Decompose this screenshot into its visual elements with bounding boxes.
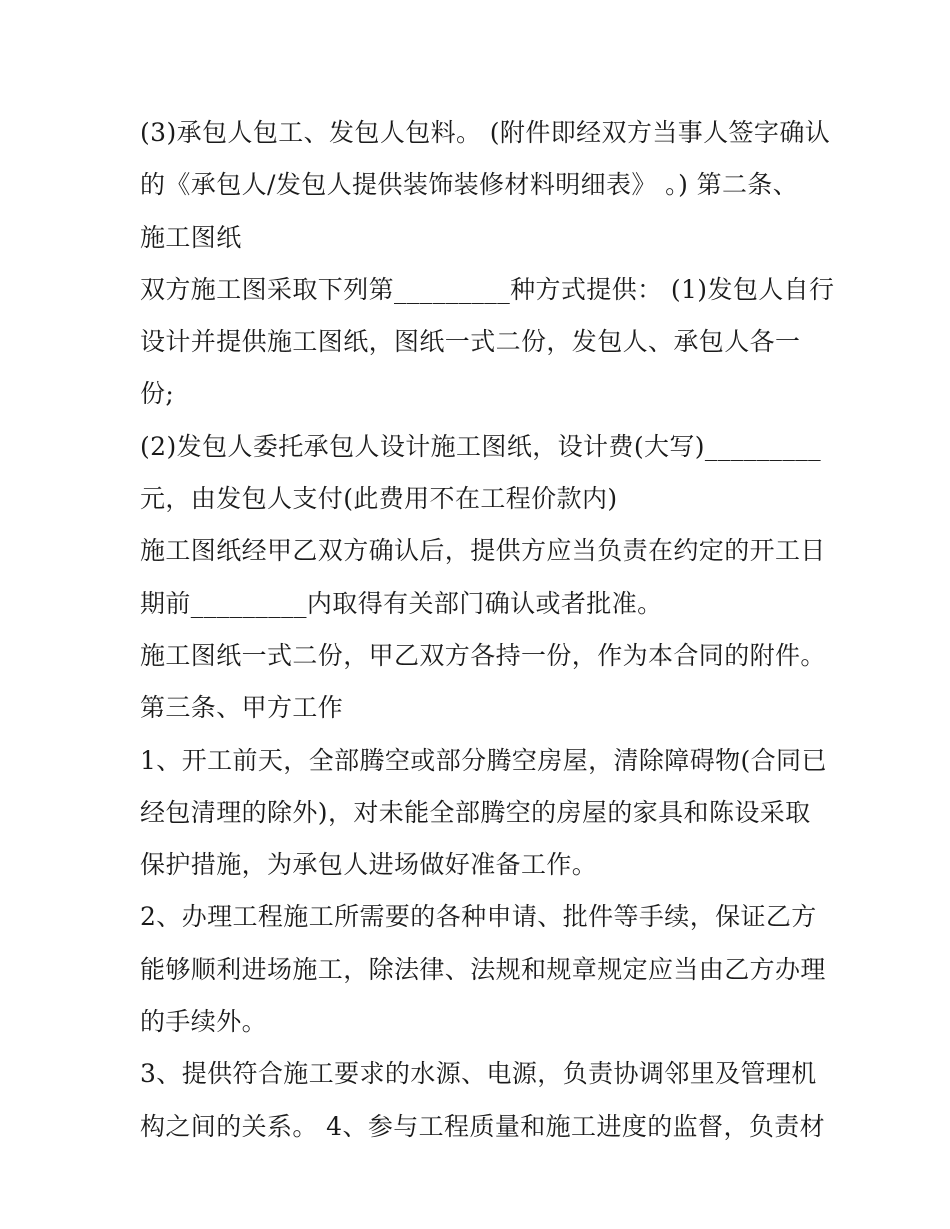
text-line: (2)发包人委托承包人设计施工图纸，设计费(大写)_________	[140, 431, 822, 461]
section-heading: 第三条、甲方工作	[140, 693, 344, 723]
text-line: 能够顺利进场施工，除法律、法规和规章规定应当由乙方办理	[140, 954, 826, 984]
text-line: 元，由发包人支付(此费用不在工程价款内)	[140, 484, 618, 514]
text-line: 2、办理工程施工所需要的各种申请、批件等手续，保证乙方	[140, 902, 817, 932]
text-line: 份;	[140, 379, 175, 409]
text-line: 双方施工图采取下列第_________种方式提供： (1)发包人自行	[140, 274, 835, 304]
text-line: 构之间的关系。 4、参与工程质量和施工进度的监督，负责材	[140, 1111, 826, 1141]
text-line: 的手续外。	[140, 1007, 268, 1037]
text-line: 1、开工前天，全部腾空或部分腾空房屋，清除障碍物(合同已	[140, 745, 827, 775]
text-line: 施工图纸一式二份，甲乙双方各持一份，作为本合同的附件。	[140, 640, 826, 670]
text-line: 3、提供符合施工要求的水源、电源，负责协调邻里及管理机	[140, 1059, 817, 1089]
text-line: 期前_________内取得有关部门确认或者批准。	[140, 588, 663, 618]
document-body	[140, 107, 835, 1153]
text-line: 施工图纸	[140, 222, 242, 252]
text-line: 经包清理的除外)，对未能全部腾空的房屋的家具和陈设采取	[140, 797, 811, 827]
text-line: 的《承包人/发包人提供装饰装修材料明细表》 。) 第二条、	[140, 170, 799, 200]
text-line: (3)承包人包工、发包人包料。 (附件即经双方当事人签字确认	[140, 118, 831, 147]
text-line: 保护措施，为承包人进场做好准备工作。	[140, 850, 598, 880]
text-line: 施工图纸经甲乙双方确认后，提供方应当负责在约定的开工日	[140, 536, 826, 566]
text-line: 设计并提供施工图纸，图纸一式二份，发包人、承包人各一	[140, 327, 801, 357]
